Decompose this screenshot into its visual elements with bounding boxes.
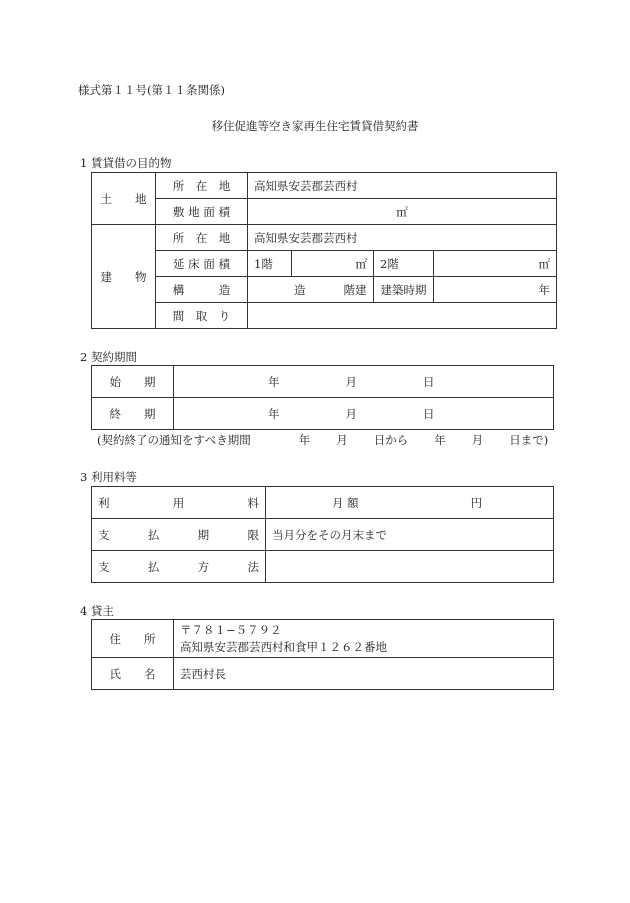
name-label: 氏 名: [92, 658, 174, 690]
structure-zou: 造: [294, 282, 306, 297]
fee-table: [91, 486, 554, 583]
site-area-unit: ㎡: [248, 199, 557, 225]
fee-char-1: 利: [98, 495, 110, 510]
note-year1: 年: [298, 433, 311, 447]
floor2-unit: ㎡: [434, 251, 557, 277]
end-year: 年: [268, 406, 280, 421]
deadline-char-4: 限: [247, 527, 259, 542]
fee-char-3: 料: [247, 495, 259, 510]
monthly-label: 月 額: [332, 495, 359, 510]
note-lead: (契約終了の通知をすべき期間: [97, 433, 251, 447]
section1-heading: 1 賃貸借の目的物: [80, 156, 172, 170]
method-value: [266, 551, 554, 583]
deadline-label: [92, 519, 266, 551]
name-value: 芸西村長: [174, 658, 554, 690]
floor-area-label: 延 床 面 積: [156, 251, 248, 277]
start-date: [174, 366, 554, 398]
method-char-2: 払: [147, 559, 160, 574]
floor1-label: 1階: [248, 251, 292, 277]
address-label: 住 所: [92, 620, 174, 658]
land-location-label: 所 在 地: [156, 173, 248, 199]
fee-char-2: 用: [172, 495, 185, 510]
end-month: 月: [345, 406, 357, 421]
built-period-year: 年: [434, 277, 557, 303]
section4-heading: 4 貸主: [80, 604, 114, 618]
form-number: 様式第１１号(第１１条関係): [78, 83, 225, 97]
lessor-table: [91, 619, 554, 690]
structure-kaiken: 階建: [343, 282, 367, 297]
layout-value: [248, 303, 557, 329]
end-date: [174, 398, 554, 430]
deadline-value: 当月分をその月末まで: [266, 519, 554, 551]
property-table: [91, 172, 557, 329]
method-char-3: 方: [197, 559, 210, 574]
land-label: 土 地: [92, 173, 156, 225]
start-day: 日: [423, 374, 435, 389]
notice-period-note: [97, 432, 548, 448]
building-label: 建 物: [92, 225, 156, 329]
deadline-char-1: 支: [98, 527, 110, 542]
method-char-1: 支: [98, 559, 110, 574]
end-label: 終 期: [92, 398, 174, 430]
note-year2: 年: [434, 433, 446, 447]
deadline-char-3: 期: [197, 527, 210, 542]
building-location-value: 高知県安芸郡芸西村: [248, 225, 557, 251]
note-to: 日まで): [509, 433, 549, 447]
method-char-4: 法: [247, 559, 259, 574]
structure-label: 構 造: [156, 277, 248, 303]
address-value: 高知県安芸郡芸西村和食甲１２６２番地: [180, 639, 387, 654]
fee-label: [92, 487, 266, 519]
method-label: [92, 551, 266, 583]
start-month: 月: [345, 374, 357, 389]
land-location-value: 高知県安芸郡芸西村: [248, 173, 557, 199]
address-cell: [174, 620, 554, 658]
site-area-label: 敷 地 面 積: [156, 199, 248, 225]
end-day: 日: [423, 406, 435, 421]
monthly-fee: [266, 487, 554, 519]
document-title: 移住促進等空き家再生住宅賃貸借契約書: [211, 119, 419, 133]
start-year: 年: [268, 374, 280, 389]
contract-period-table: [91, 365, 554, 430]
structure-value: [248, 277, 374, 303]
note-from: 日から: [373, 433, 409, 447]
section3-heading: 3 利用料等: [80, 470, 137, 484]
yen-unit: 円: [470, 495, 483, 510]
postal-code: 〒７８１−５７９２: [180, 622, 282, 637]
start-label: 始 期: [92, 366, 174, 398]
note-month2: 月: [471, 433, 484, 447]
floor2-label: 2階: [374, 251, 434, 277]
floor1-unit: ㎡: [292, 251, 374, 277]
built-period-label: 建築時期: [374, 277, 434, 303]
building-location-label: 所 在 地: [156, 225, 248, 251]
note-month1: 月: [336, 433, 348, 447]
section2-heading: 2 契約期間: [80, 350, 137, 364]
layout-label: 間 取 り: [156, 303, 248, 329]
deadline-char-2: 払: [147, 527, 160, 542]
